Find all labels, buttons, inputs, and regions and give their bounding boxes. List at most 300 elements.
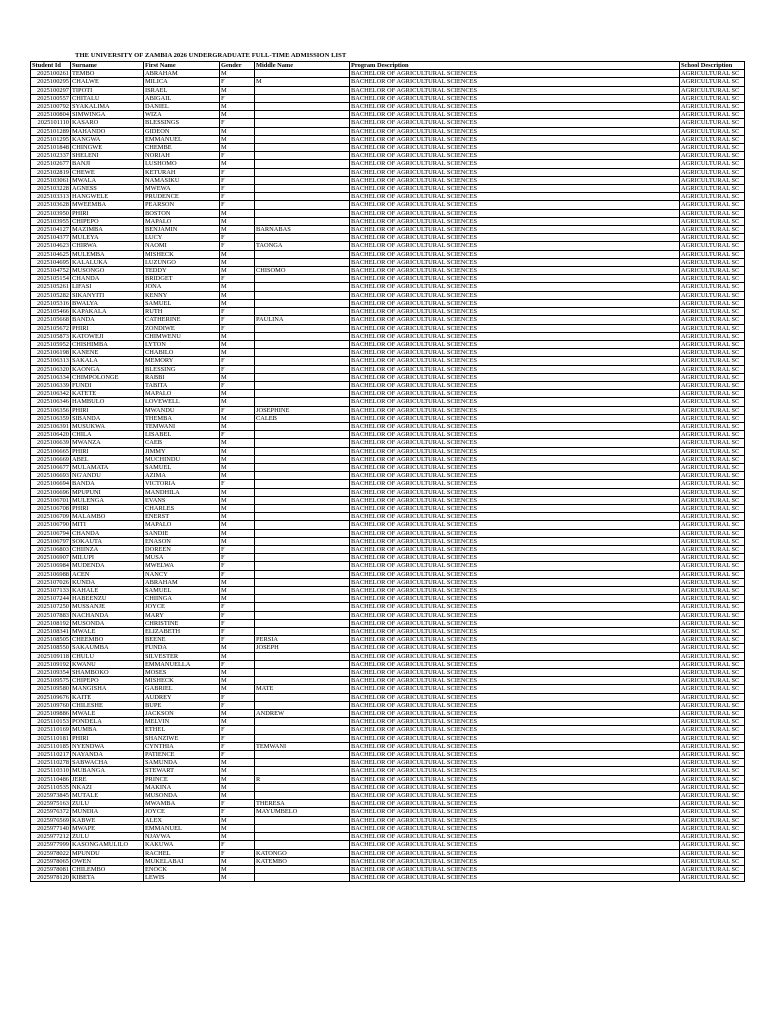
table-row xyxy=(31,291,745,299)
cell-middle-name: M xyxy=(255,78,350,86)
table-row xyxy=(31,332,745,340)
cell-school-description: AGRICULTURAL SC xyxy=(680,865,745,873)
cell-first-name: LUZUNGO xyxy=(144,258,220,266)
cell-surname: HABEENZU xyxy=(71,595,144,603)
cell-student-id: 2025978022 xyxy=(31,849,71,857)
cell-middle-name xyxy=(255,94,350,102)
cell-middle-name xyxy=(255,841,350,849)
table-row xyxy=(31,587,745,595)
cell-gender: F xyxy=(220,841,255,849)
cell-first-name: LUSHOMO xyxy=(144,160,220,168)
cell-first-name: NANCY xyxy=(144,570,220,578)
cell-middle-name xyxy=(255,373,350,381)
cell-program-description: BACHELOR OF AGRICULTURAL SCIENCES xyxy=(350,144,680,152)
cell-first-name: CAEB xyxy=(144,439,220,447)
cell-gender: M xyxy=(220,669,255,677)
cell-middle-name xyxy=(255,816,350,824)
cell-student-id: 2025107133 xyxy=(31,587,71,595)
cell-middle-name xyxy=(255,275,350,283)
cell-middle-name xyxy=(255,554,350,562)
cell-student-id: 2025103950 xyxy=(31,209,71,217)
table-row xyxy=(31,570,745,578)
cell-school-description: AGRICULTURAL SC xyxy=(680,652,745,660)
cell-gender: M xyxy=(220,291,255,299)
table-row xyxy=(31,439,745,447)
cell-first-name: BUPE xyxy=(144,701,220,709)
cell-student-id: 2025104623 xyxy=(31,242,71,250)
cell-middle-name xyxy=(255,726,350,734)
cell-gender: M xyxy=(220,390,255,398)
cell-school-description: AGRICULTURAL SC xyxy=(680,488,745,496)
cell-surname: MANGISHA xyxy=(71,685,144,693)
cell-school-description: AGRICULTURAL SC xyxy=(680,677,745,685)
table-row xyxy=(31,611,745,619)
cell-school-description: AGRICULTURAL SC xyxy=(680,833,745,841)
cell-school-description: AGRICULTURAL SC xyxy=(680,792,745,800)
cell-first-name: ETHEL xyxy=(144,726,220,734)
cell-gender: M xyxy=(220,340,255,348)
cell-student-id: 2025101295 xyxy=(31,135,71,143)
cell-middle-name: KATONGO xyxy=(255,849,350,857)
cell-student-id: 2025101110 xyxy=(31,119,71,127)
cell-first-name: CATHERINE xyxy=(144,316,220,324)
cell-gender: M xyxy=(220,349,255,357)
cell-first-name: LEWIS xyxy=(144,874,220,882)
cell-school-description: AGRICULTURAL SC xyxy=(680,619,745,627)
cell-program-description: BACHELOR OF AGRICULTURAL SCIENCES xyxy=(350,111,680,119)
cell-gender: M xyxy=(220,144,255,152)
cell-gender: M xyxy=(220,783,255,791)
cell-gender: M xyxy=(220,447,255,455)
cell-program-description: BACHELOR OF AGRICULTURAL SCIENCES xyxy=(350,168,680,176)
cell-school-description: AGRICULTURAL SC xyxy=(680,201,745,209)
cell-student-id: 2025105282 xyxy=(31,291,71,299)
cell-surname: NKAZI xyxy=(71,783,144,791)
cell-surname: MUSONGO xyxy=(71,267,144,275)
cell-school-description: AGRICULTURAL SC xyxy=(680,611,745,619)
cell-first-name: MUSA xyxy=(144,554,220,562)
cell-program-description: BACHELOR OF AGRICULTURAL SCIENCES xyxy=(350,472,680,480)
cell-first-name: MARY xyxy=(144,611,220,619)
cell-student-id: 2025106320 xyxy=(31,365,71,373)
cell-program-description: BACHELOR OF AGRICULTURAL SCIENCES xyxy=(350,185,680,193)
cell-program-description: BACHELOR OF AGRICULTURAL SCIENCES xyxy=(350,652,680,660)
table-header-row xyxy=(31,62,745,70)
cell-gender: M xyxy=(220,463,255,471)
cell-student-id: 2025977212 xyxy=(31,833,71,841)
cell-middle-name xyxy=(255,504,350,512)
cell-school-description: AGRICULTURAL SC xyxy=(680,537,745,545)
cell-student-id: 2025109760 xyxy=(31,701,71,709)
cell-middle-name: ANDREW xyxy=(255,710,350,718)
cell-surname: TEMBO xyxy=(71,70,144,78)
cell-gender: M xyxy=(220,439,255,447)
cell-gender: F xyxy=(220,381,255,389)
cell-student-id: 2025106198 xyxy=(31,349,71,357)
cell-middle-name xyxy=(255,587,350,595)
table-row xyxy=(31,267,745,275)
cell-first-name: FUNDA xyxy=(144,644,220,652)
table-row xyxy=(31,373,745,381)
table-row xyxy=(31,545,745,553)
cell-middle-name xyxy=(255,693,350,701)
table-row xyxy=(31,349,745,357)
cell-school-description: AGRICULTURAL SC xyxy=(680,545,745,553)
cell-school-description: AGRICULTURAL SC xyxy=(680,669,745,677)
cell-gender: F xyxy=(220,751,255,759)
cell-middle-name: PERSIA xyxy=(255,636,350,644)
cell-middle-name xyxy=(255,349,350,357)
cell-program-description: BACHELOR OF AGRICULTURAL SCIENCES xyxy=(350,693,680,701)
cell-student-id: 2025106356 xyxy=(31,406,71,414)
cell-program-description: BACHELOR OF AGRICULTURAL SCIENCES xyxy=(350,562,680,570)
cell-first-name: JOYCE xyxy=(144,808,220,816)
cell-gender: F xyxy=(220,636,255,644)
cell-school-description: AGRICULTURAL SC xyxy=(680,603,745,611)
table-row xyxy=(31,726,745,734)
cell-student-id: 2025106693 xyxy=(31,472,71,480)
cell-school-description: AGRICULTURAL SC xyxy=(680,185,745,193)
table-row xyxy=(31,759,745,767)
cell-middle-name xyxy=(255,234,350,242)
cell-gender: F xyxy=(220,800,255,808)
header-first-name: First Name xyxy=(144,62,220,70)
cell-middle-name xyxy=(255,308,350,316)
cell-gender: M xyxy=(220,160,255,168)
cell-middle-name xyxy=(255,521,350,529)
cell-student-id: 2025106988 xyxy=(31,570,71,578)
cell-program-description: BACHELOR OF AGRICULTURAL SCIENCES xyxy=(350,808,680,816)
cell-program-description: BACHELOR OF AGRICULTURAL SCIENCES xyxy=(350,308,680,316)
cell-surname: MWEEMBA xyxy=(71,201,144,209)
cell-first-name: CHABILO xyxy=(144,349,220,357)
cell-student-id: 2025110153 xyxy=(31,718,71,726)
cell-program-description: BACHELOR OF AGRICULTURAL SCIENCES xyxy=(350,742,680,750)
cell-surname: CHIPEPO xyxy=(71,677,144,685)
table-row xyxy=(31,718,745,726)
cell-gender: F xyxy=(220,808,255,816)
cell-student-id: 2025106694 xyxy=(31,480,71,488)
cell-gender: F xyxy=(220,308,255,316)
table-row xyxy=(31,849,745,857)
table-row xyxy=(31,324,745,332)
cell-middle-name xyxy=(255,570,350,578)
cell-first-name: BOSTON xyxy=(144,209,220,217)
cell-school-description: AGRICULTURAL SC xyxy=(680,217,745,225)
cell-program-description: BACHELOR OF AGRICULTURAL SCIENCES xyxy=(350,701,680,709)
cell-student-id: 2025109354 xyxy=(31,669,71,677)
cell-gender: F xyxy=(220,275,255,283)
cell-student-id: 2025109886 xyxy=(31,710,71,718)
cell-middle-name xyxy=(255,422,350,430)
cell-gender: F xyxy=(220,693,255,701)
table-row xyxy=(31,652,745,660)
table-row xyxy=(31,242,745,250)
cell-first-name: ENERST xyxy=(144,513,220,521)
cell-student-id: 2025978065 xyxy=(31,857,71,865)
cell-school-description: AGRICULTURAL SC xyxy=(680,480,745,488)
table-row xyxy=(31,168,745,176)
cell-first-name: NJAVWA xyxy=(144,833,220,841)
cell-gender: M xyxy=(220,226,255,234)
cell-student-id: 2025107244 xyxy=(31,595,71,603)
cell-student-id: 2025105316 xyxy=(31,299,71,307)
cell-first-name: MANDHILA xyxy=(144,488,220,496)
cell-first-name: MWEWA xyxy=(144,185,220,193)
cell-school-description: AGRICULTURAL SC xyxy=(680,381,745,389)
table-row xyxy=(31,209,745,217)
cell-program-description: BACHELOR OF AGRICULTURAL SCIENCES xyxy=(350,267,680,275)
cell-school-description: AGRICULTURAL SC xyxy=(680,734,745,742)
cell-school-description: AGRICULTURAL SC xyxy=(680,824,745,832)
cell-surname: KANENE xyxy=(71,349,144,357)
cell-program-description: BACHELOR OF AGRICULTURAL SCIENCES xyxy=(350,554,680,562)
cell-first-name: MAPALO xyxy=(144,217,220,225)
cell-program-description: BACHELOR OF AGRICULTURAL SCIENCES xyxy=(350,431,680,439)
cell-first-name: NAOMI xyxy=(144,242,220,250)
cell-middle-name xyxy=(255,767,350,775)
cell-gender: F xyxy=(220,480,255,488)
cell-first-name: CHIINGA xyxy=(144,595,220,603)
cell-student-id: 2025106984 xyxy=(31,562,71,570)
cell-school-description: AGRICULTURAL SC xyxy=(680,176,745,184)
cell-first-name: PEARSON xyxy=(144,201,220,209)
cell-school-description: AGRICULTURAL SC xyxy=(680,726,745,734)
cell-program-description: BACHELOR OF AGRICULTURAL SCIENCES xyxy=(350,332,680,340)
cell-school-description: AGRICULTURAL SC xyxy=(680,316,745,324)
cell-middle-name xyxy=(255,783,350,791)
table-row xyxy=(31,78,745,86)
cell-surname: PHIRI xyxy=(71,324,144,332)
cell-school-description: AGRICULTURAL SC xyxy=(680,718,745,726)
cell-first-name: ABRAHAM xyxy=(144,578,220,586)
table-row xyxy=(31,792,745,800)
cell-program-description: BACHELOR OF AGRICULTURAL SCIENCES xyxy=(350,373,680,381)
cell-first-name: LUCY xyxy=(144,234,220,242)
table-row xyxy=(31,496,745,504)
cell-school-description: AGRICULTURAL SC xyxy=(680,103,745,111)
cell-first-name: NAMASIKU xyxy=(144,176,220,184)
cell-first-name: BLESSING xyxy=(144,365,220,373)
cell-middle-name xyxy=(255,340,350,348)
cell-program-description: BACHELOR OF AGRICULTURAL SCIENCES xyxy=(350,545,680,553)
cell-middle-name xyxy=(255,701,350,709)
cell-program-description: BACHELOR OF AGRICULTURAL SCIENCES xyxy=(350,841,680,849)
cell-student-id: 2025105154 xyxy=(31,275,71,283)
cell-first-name: LISABEL xyxy=(144,431,220,439)
cell-student-id: 2025105952 xyxy=(31,340,71,348)
cell-middle-name xyxy=(255,176,350,184)
table-row xyxy=(31,381,745,389)
cell-program-description: BACHELOR OF AGRICULTURAL SCIENCES xyxy=(350,734,680,742)
cell-middle-name xyxy=(255,201,350,209)
cell-surname: SABWACHA xyxy=(71,759,144,767)
cell-middle-name xyxy=(255,299,350,307)
cell-program-description: BACHELOR OF AGRICULTURAL SCIENCES xyxy=(350,365,680,373)
cell-gender: M xyxy=(220,414,255,422)
table-row xyxy=(31,160,745,168)
cell-middle-name xyxy=(255,488,350,496)
cell-middle-name xyxy=(255,669,350,677)
cell-school-description: AGRICULTURAL SC xyxy=(680,554,745,562)
cell-gender: M xyxy=(220,857,255,865)
cell-gender: F xyxy=(220,193,255,201)
cell-first-name: CHIMWENU xyxy=(144,332,220,340)
cell-gender: M xyxy=(220,759,255,767)
cell-school-description: AGRICULTURAL SC xyxy=(680,357,745,365)
cell-gender: F xyxy=(220,201,255,209)
cell-middle-name xyxy=(255,628,350,636)
cell-middle-name xyxy=(255,677,350,685)
cell-school-description: AGRICULTURAL SC xyxy=(680,463,745,471)
cell-gender: M xyxy=(220,422,255,430)
cell-surname: PHIRI xyxy=(71,447,144,455)
cell-middle-name xyxy=(255,652,350,660)
cell-student-id: 2025110185 xyxy=(31,742,71,750)
cell-surname: SAKALA xyxy=(71,357,144,365)
cell-student-id: 2025110278 xyxy=(31,759,71,767)
cell-first-name: MWELWA xyxy=(144,562,220,570)
cell-surname: KAPAKALA xyxy=(71,308,144,316)
cell-gender: F xyxy=(220,628,255,636)
cell-program-description: BACHELOR OF AGRICULTURAL SCIENCES xyxy=(350,152,680,160)
cell-surname: MULEMBA xyxy=(71,250,144,258)
cell-program-description: BACHELOR OF AGRICULTURAL SCIENCES xyxy=(350,628,680,636)
cell-first-name: TEDDY xyxy=(144,267,220,275)
cell-first-name: GIDEON xyxy=(144,127,220,135)
cell-surname: KAONGA xyxy=(71,365,144,373)
cell-first-name: ELIZABETH xyxy=(144,628,220,636)
cell-gender: M xyxy=(220,209,255,217)
cell-school-description: AGRICULTURAL SC xyxy=(680,299,745,307)
cell-surname: SIBANDA xyxy=(71,414,144,422)
cell-gender: F xyxy=(220,849,255,857)
cell-middle-name xyxy=(255,431,350,439)
cell-middle-name xyxy=(255,258,350,266)
cell-gender: F xyxy=(220,324,255,332)
cell-middle-name xyxy=(255,463,350,471)
cell-school-description: AGRICULTURAL SC xyxy=(680,587,745,595)
cell-first-name: MELVIN xyxy=(144,718,220,726)
cell-surname: MITI xyxy=(71,521,144,529)
cell-middle-name xyxy=(255,562,350,570)
cell-surname: CHIINZA xyxy=(71,545,144,553)
cell-school-description: AGRICULTURAL SC xyxy=(680,783,745,791)
cell-first-name: MWAMBA xyxy=(144,800,220,808)
cell-middle-name: JOSEPH xyxy=(255,644,350,652)
header-surname: Surname xyxy=(71,62,144,70)
cell-first-name: KAKUWA xyxy=(144,841,220,849)
cell-school-description: AGRICULTURAL SC xyxy=(680,291,745,299)
cell-school-description: AGRICULTURAL SC xyxy=(680,193,745,201)
cell-middle-name xyxy=(255,472,350,480)
table-row xyxy=(31,217,745,225)
cell-gender: M xyxy=(220,816,255,824)
cell-gender: F xyxy=(220,554,255,562)
cell-first-name: PATIENCE xyxy=(144,751,220,759)
cell-gender: M xyxy=(220,127,255,135)
cell-gender: F xyxy=(220,185,255,193)
cell-middle-name: KATEMBO xyxy=(255,857,350,865)
cell-first-name: BLESSINGS xyxy=(144,119,220,127)
cell-first-name: ABRAHAM xyxy=(144,70,220,78)
cell-school-description: AGRICULTURAL SC xyxy=(680,152,745,160)
cell-school-description: AGRICULTURAL SC xyxy=(680,422,745,430)
cell-student-id: 2025109118 xyxy=(31,652,71,660)
cell-first-name: MUKELABAI xyxy=(144,857,220,865)
cell-school-description: AGRICULTURAL SC xyxy=(680,800,745,808)
cell-program-description: BACHELOR OF AGRICULTURAL SCIENCES xyxy=(350,513,680,521)
table-row xyxy=(31,283,745,291)
cell-first-name: KENNY xyxy=(144,291,220,299)
cell-first-name: EVANS xyxy=(144,496,220,504)
cell-program-description: BACHELOR OF AGRICULTURAL SCIENCES xyxy=(350,275,680,283)
cell-student-id: 2025107883 xyxy=(31,611,71,619)
cell-gender: M xyxy=(220,710,255,718)
cell-middle-name: TAONGA xyxy=(255,242,350,250)
cell-middle-name: THERESA xyxy=(255,800,350,808)
cell-first-name: MAPALO xyxy=(144,521,220,529)
cell-program-description: BACHELOR OF AGRICULTURAL SCIENCES xyxy=(350,250,680,258)
cell-middle-name xyxy=(255,332,350,340)
cell-first-name: CHRISTINE xyxy=(144,619,220,627)
cell-gender: F xyxy=(220,562,255,570)
table-row xyxy=(31,406,745,414)
header-middle-name: Middle Name xyxy=(255,62,350,70)
cell-student-id: 2025103228 xyxy=(31,185,71,193)
cell-gender: F xyxy=(220,701,255,709)
cell-surname: MUMBA xyxy=(71,726,144,734)
cell-first-name: BRIDGET xyxy=(144,275,220,283)
page-title: THE UNIVERSITY OF ZAMBIA 2026 UNDERGRADUATE FULL-TIME ADMISSION LIST xyxy=(75,52,347,59)
cell-school-description: AGRICULTURAL SC xyxy=(680,127,745,135)
cell-program-description: BACHELOR OF AGRICULTURAL SCIENCES xyxy=(350,759,680,767)
cell-surname: CHANDA xyxy=(71,529,144,537)
cell-student-id: 2025106313 xyxy=(31,357,71,365)
cell-student-id: 2025104695 xyxy=(31,258,71,266)
cell-middle-name xyxy=(255,792,350,800)
cell-first-name: SAMUEL xyxy=(144,463,220,471)
cell-first-name: SAMUNDA xyxy=(144,759,220,767)
cell-gender: F xyxy=(220,242,255,250)
table-row xyxy=(31,578,745,586)
cell-gender: M xyxy=(220,529,255,537)
cell-middle-name xyxy=(255,70,350,78)
cell-program-description: BACHELOR OF AGRICULTURAL SCIENCES xyxy=(350,488,680,496)
table-row xyxy=(31,152,745,160)
cell-student-id: 2025106420 xyxy=(31,431,71,439)
cell-school-description: AGRICULTURAL SC xyxy=(680,849,745,857)
cell-middle-name xyxy=(255,718,350,726)
table-row xyxy=(31,537,745,545)
cell-middle-name xyxy=(255,324,350,332)
table-row xyxy=(31,775,745,783)
cell-student-id: 2025106391 xyxy=(31,422,71,430)
table-row xyxy=(31,644,745,652)
cell-student-id: 2025105261 xyxy=(31,283,71,291)
cell-middle-name xyxy=(255,824,350,832)
cell-program-description: BACHELOR OF AGRICULTURAL SCIENCES xyxy=(350,833,680,841)
cell-surname: MPUNDU xyxy=(71,849,144,857)
table-row xyxy=(31,800,745,808)
cell-first-name: ABIGAIL xyxy=(144,94,220,102)
cell-first-name: THEMBA xyxy=(144,414,220,422)
cell-program-description: BACHELOR OF AGRICULTURAL SCIENCES xyxy=(350,775,680,783)
cell-surname: BANDA xyxy=(71,480,144,488)
cell-surname: MAZIMBA xyxy=(71,226,144,234)
cell-school-description: AGRICULTURAL SC xyxy=(680,751,745,759)
cell-school-description: AGRICULTURAL SC xyxy=(680,693,745,701)
